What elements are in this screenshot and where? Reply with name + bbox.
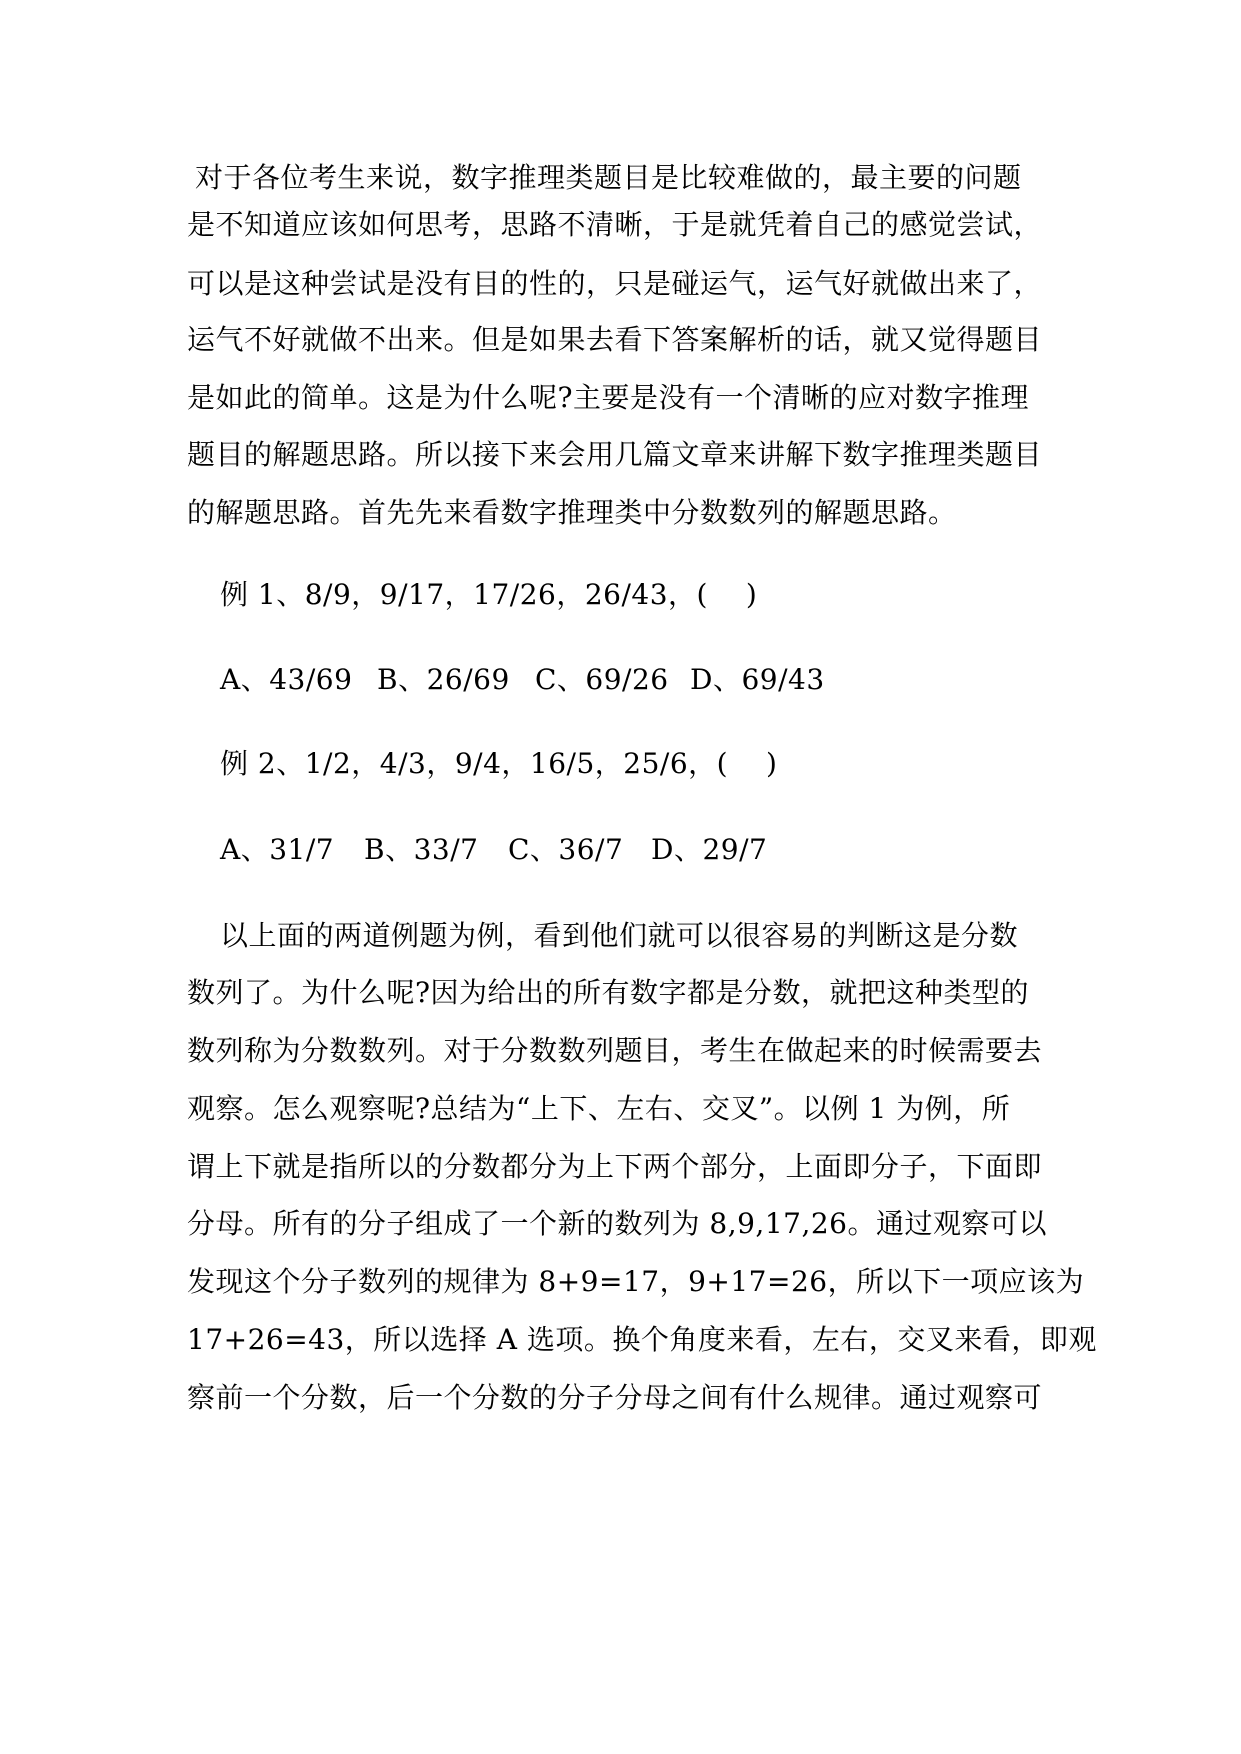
paragraph-line: 是不知道应该如何思考，思路不清晰，于是就凭着自己的感觉尝试， [187, 208, 1043, 241]
option-c: C、36/7 [508, 833, 624, 866]
paragraph-line: 对于各位考生来说，数字推理类题目是比较难做的，最主要的问题 [195, 161, 1022, 194]
paragraph-line: 观察。怎么观察呢?总结为“上下、左右、交叉”。以例 1 为例，所 [187, 1092, 1011, 1125]
paragraph-line: 运气不好就做不出来。但是如果去看下答案解析的话，就又觉得题目 [187, 323, 1043, 356]
paragraph-line: 可以是这种尝试是没有目的性的，只是碰运气，运气好就做出来了， [187, 267, 1043, 300]
paragraph-line: 数列了。为什么呢?因为给出的所有数字都是分数，就把这种类型的 [187, 976, 1030, 1009]
paragraph-line: 数列称为分数数列。对于分数数列题目，考生在做起来的时候需要去 [187, 1034, 1043, 1067]
option-b: B、33/7 [364, 833, 479, 866]
option-c: C、69/26 [535, 663, 669, 696]
option-a: A、31/7 [220, 833, 335, 866]
paragraph-line: 谓上下就是指所以的分数都分为上下两个部分，上面即分子，下面即 [187, 1150, 1043, 1183]
paragraph-line: 题目的解题思路。所以接下来会用几篇文章来讲解下数字推理类题目 [187, 438, 1043, 471]
example-1-question: 例 1、8/9，9/17，17/26，26/43，( ) [220, 578, 758, 611]
paragraph-line: 17+26=43，所以选择 A 选项。换个角度来看，左右，交叉来看，即观 [187, 1323, 1097, 1356]
paragraph-line: 发现这个分子数列的规律为 8+9=17，9+17=26，所以下一项应该为 [187, 1265, 1085, 1298]
paragraph-line: 以上面的两道例题为例，看到他们就可以很容易的判断这是分数 [220, 919, 1019, 952]
paragraph-line: 是如此的简单。这是为什么呢?主要是没有一个清晰的应对数字推理 [187, 381, 1030, 414]
option-b: B、26/69 [377, 663, 510, 696]
option-a: A、43/69 [220, 663, 353, 696]
paragraph-line: 分母。所有的分子组成了一个新的数列为 8,9,17,26。通过观察可以 [187, 1207, 1047, 1240]
option-d: D、29/7 [651, 833, 768, 866]
example-2-question: 例 2、1/2，4/3，9/4，16/5，25/6，( ) [220, 747, 778, 780]
paragraph-line: 的解题思路。首先先来看数字推理类中分数数列的解题思路。 [187, 496, 957, 529]
option-d: D、69/43 [690, 663, 825, 696]
paragraph-line: 察前一个分数，后一个分数的分子分母之间有什么规律。通过观察可 [187, 1381, 1043, 1414]
